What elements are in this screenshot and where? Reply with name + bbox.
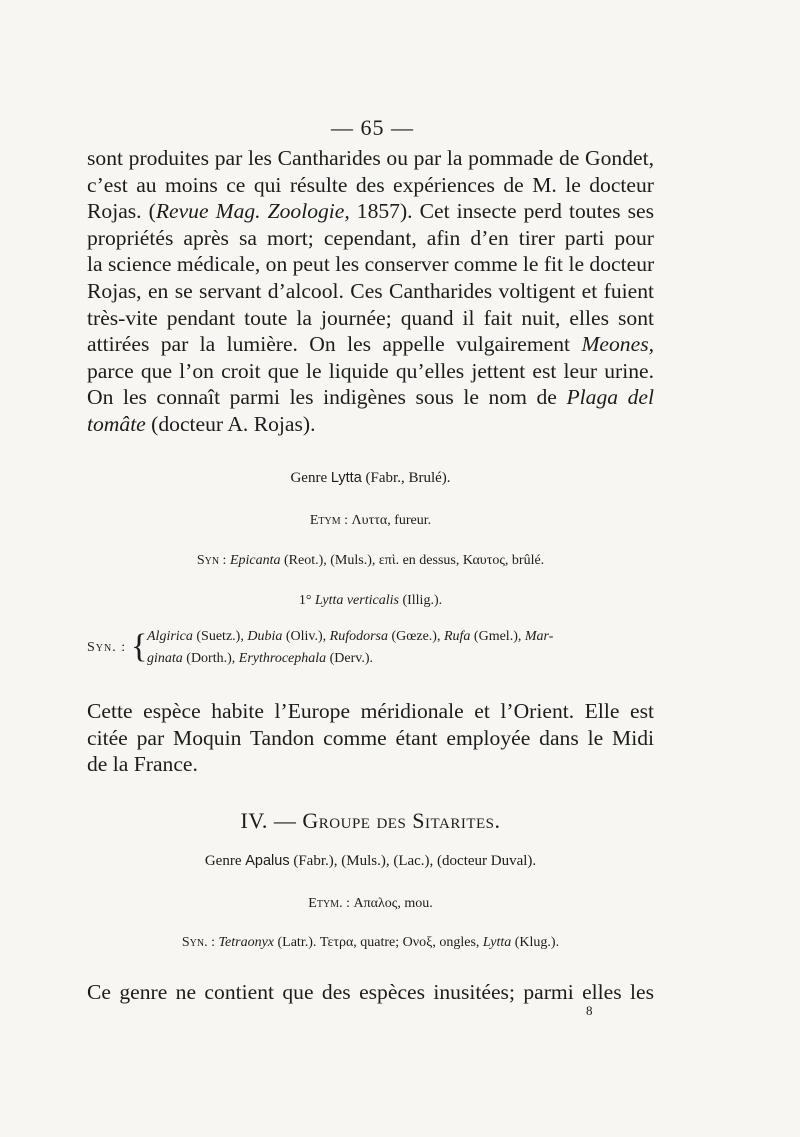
species-number: 1° (298, 593, 315, 608)
text-run: 1857). Cet insecte perd toutes ses (349, 199, 654, 224)
text-line: de la France. (87, 752, 198, 777)
paragraph-habitat (87, 698, 654, 778)
species-name: Lytta verticalis (314, 593, 399, 608)
text-line (87, 331, 654, 358)
synonym-lines (147, 626, 553, 670)
genre-prefix: Genre (204, 853, 246, 869)
genus-heading-apalus (87, 853, 654, 870)
text-run: (Dorth.), (182, 651, 239, 666)
text-run: (docteur A. Rojas). (145, 411, 316, 436)
species-lytta-verticalis (87, 593, 654, 609)
section-number: IV. — (240, 808, 303, 833)
separator: : (207, 935, 219, 950)
text-run: attirées par la lumière. On les appelle vulgairement (87, 332, 582, 357)
species-author: (Illig.). (398, 593, 443, 608)
text-run: (Reot.), (Muls.), (280, 553, 379, 568)
genus-heading-lytta (87, 470, 654, 487)
text-line (87, 198, 654, 225)
text-run: (Derv.). (326, 651, 374, 666)
synonym-name: Erythrocephala (238, 651, 327, 666)
text-line: Ce genre ne contient que des espèces inusitées; parmi elles les (87, 980, 654, 1004)
etymology-lytta (87, 513, 654, 529)
syn-label: Syn (196, 553, 220, 568)
genus-name: Lytta (330, 470, 362, 486)
vernacular-name: Meones, (581, 332, 654, 357)
text-line: c’est au moins ce qui résulte des expériences de M. le docteur (87, 172, 654, 197)
synonym-lytta (87, 553, 654, 569)
text-run: (Klug.). (511, 935, 560, 950)
vernacular-name: tomâte (87, 411, 146, 436)
text-line: Cette espèce habite l’Europe méridionale et l’Orient. Elle est (87, 699, 654, 723)
etymology-apalus (87, 896, 654, 912)
text-line: parce que l’on croit que le liquide qu’elles jettent est leur urine. (87, 358, 654, 383)
page-number: — 65 — (331, 115, 414, 140)
synonym-name: ginata (147, 651, 183, 666)
separator: : (219, 553, 230, 568)
greek-word: επὶ. (378, 553, 400, 568)
signature-mark: 8 (586, 1003, 593, 1018)
paragraph-apalus (87, 979, 654, 1006)
text-line: très-vite pendant toute la journée; quand il fait nuit, elles sont (87, 305, 654, 330)
text-line: Rojas, en se servant d’alcool. Ces Cantharides voltigent et fuient (87, 278, 654, 303)
synonym-name: Epicanta (229, 553, 281, 568)
brace-glyph: { (131, 628, 148, 665)
text-run: (Oliv.), (282, 629, 330, 644)
synonym-line (147, 648, 553, 670)
syn-label: Syn. (181, 935, 208, 950)
etym-label: Etym (309, 513, 341, 528)
section-heading (87, 808, 654, 834)
text-run: (Gmel.), (470, 629, 525, 644)
synonym-name: Mar- (524, 629, 554, 644)
text-run: Rojas. ( (87, 199, 156, 224)
vernacular-name: Plaga del (566, 385, 654, 410)
section-title: Groupe des Sitarites. (302, 808, 501, 833)
synonym-name: Dubia (247, 629, 283, 644)
synonym-line (147, 626, 553, 648)
text-run: brûlé. (508, 553, 545, 568)
greek-word: Καυτος, (462, 553, 509, 568)
text-run: en dessus, (399, 553, 463, 568)
text-line: propriétés après sa mort; cependant, afin d’en tirer parti pour (87, 225, 654, 250)
synonym-name: Tetraonyx (218, 935, 274, 950)
synonym-name: Rufa (443, 629, 471, 644)
text-line: la science médicale, on peut les conserver comme le fit le docteur (87, 252, 655, 277)
etym-label: Etym. (308, 896, 343, 911)
text-line (87, 384, 654, 411)
text-line: citée par Moquin Tandon comme étant employée dans le Midi (87, 725, 654, 750)
synonym-name: Algirica (147, 629, 193, 644)
text-run: (Gœze.), (387, 629, 444, 644)
text-run: (Latr.). Τετρα, quatre; Ονοξ, ongles, (274, 935, 483, 950)
text-run: (Suetz.), (192, 629, 248, 644)
text-run: On les connaît parmi les indigènes sous le nom de (87, 385, 567, 410)
paragraph-cantharides (87, 145, 654, 438)
genus-name: Apalus (245, 853, 290, 869)
text-line: sont produites par les Cantharides ou par la pommade de Gondet, (87, 146, 654, 170)
citation-italic: Revue Mag. Zoologie, (155, 199, 350, 224)
genus-authors: (Fabr.), (Muls.), (Lac.), (docteur Duval). (289, 853, 537, 869)
genre-prefix: Genre (290, 470, 331, 486)
genus-authors: (Fabr., Brulé). (361, 470, 451, 486)
synonym-name: Rufodorsa (329, 629, 388, 644)
synonym-apalus (87, 935, 654, 951)
etym-text: : Απαλος, mou. (342, 896, 433, 911)
synonym-name: Lytta (482, 935, 512, 950)
syn-label: Syn. : (87, 640, 127, 655)
text-line (87, 411, 654, 438)
etym-text: : Λυττα, fureur. (340, 513, 432, 528)
